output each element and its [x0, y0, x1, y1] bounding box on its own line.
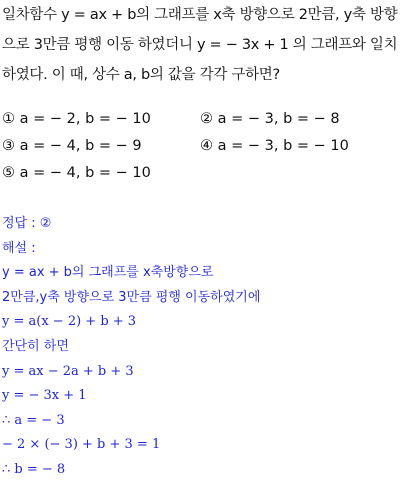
choice-row	[2, 106, 398, 133]
solution-section	[2, 212, 398, 483]
choice-row	[2, 133, 398, 160]
choice-5: ⑤ a = − 4, b = − 10	[2, 165, 151, 181]
problem-statement	[2, 0, 398, 90]
choice-row	[2, 160, 398, 187]
solution-line: 간단히 하면	[2, 338, 69, 354]
solution-line: y = ax − 2a + b + 3	[2, 363, 134, 379]
problem-line: 으로 3만큼 평행 이동 하였더니 y = − 3x + 1 의 그래프와 일치	[2, 37, 398, 53]
solution-line: y = a(x − 2) + b + 3	[2, 314, 137, 330]
choice-3: ③ a = − 4, b = − 9	[2, 138, 142, 154]
answer-line: 정답 : ②	[2, 216, 52, 231]
solution-line: 2만큼,y축 방향으로 3만큼 평행 이동하였기에	[2, 289, 261, 305]
choice-2: ② a = − 3, b = − 8	[200, 111, 340, 127]
choice-1: ① a = − 2, b = − 10	[2, 111, 151, 127]
solution-line: y = ax + b의 그래프를 x축방향으로	[2, 265, 214, 281]
explanation-label: 해설 :	[2, 240, 36, 256]
solution-line: ∴ a = − 3	[2, 412, 65, 428]
solution-line: ∴ b = − 8	[2, 461, 66, 477]
problem-line: 하였다. 이 때, 상수 a, b의 값을 각각 구하면?	[2, 67, 280, 83]
answer-choices	[2, 106, 398, 187]
solution-line: y = − 3x + 1	[2, 388, 87, 404]
solution-line: − 2 × (− 3) + b + 3 = 1	[2, 437, 161, 453]
choice-4: ④ a = − 3, b = − 10	[200, 138, 349, 154]
problem-line: 일차함수 y = ax + b의 그래프를 x축 방향으로 2만큼, y축 방향	[2, 7, 398, 23]
